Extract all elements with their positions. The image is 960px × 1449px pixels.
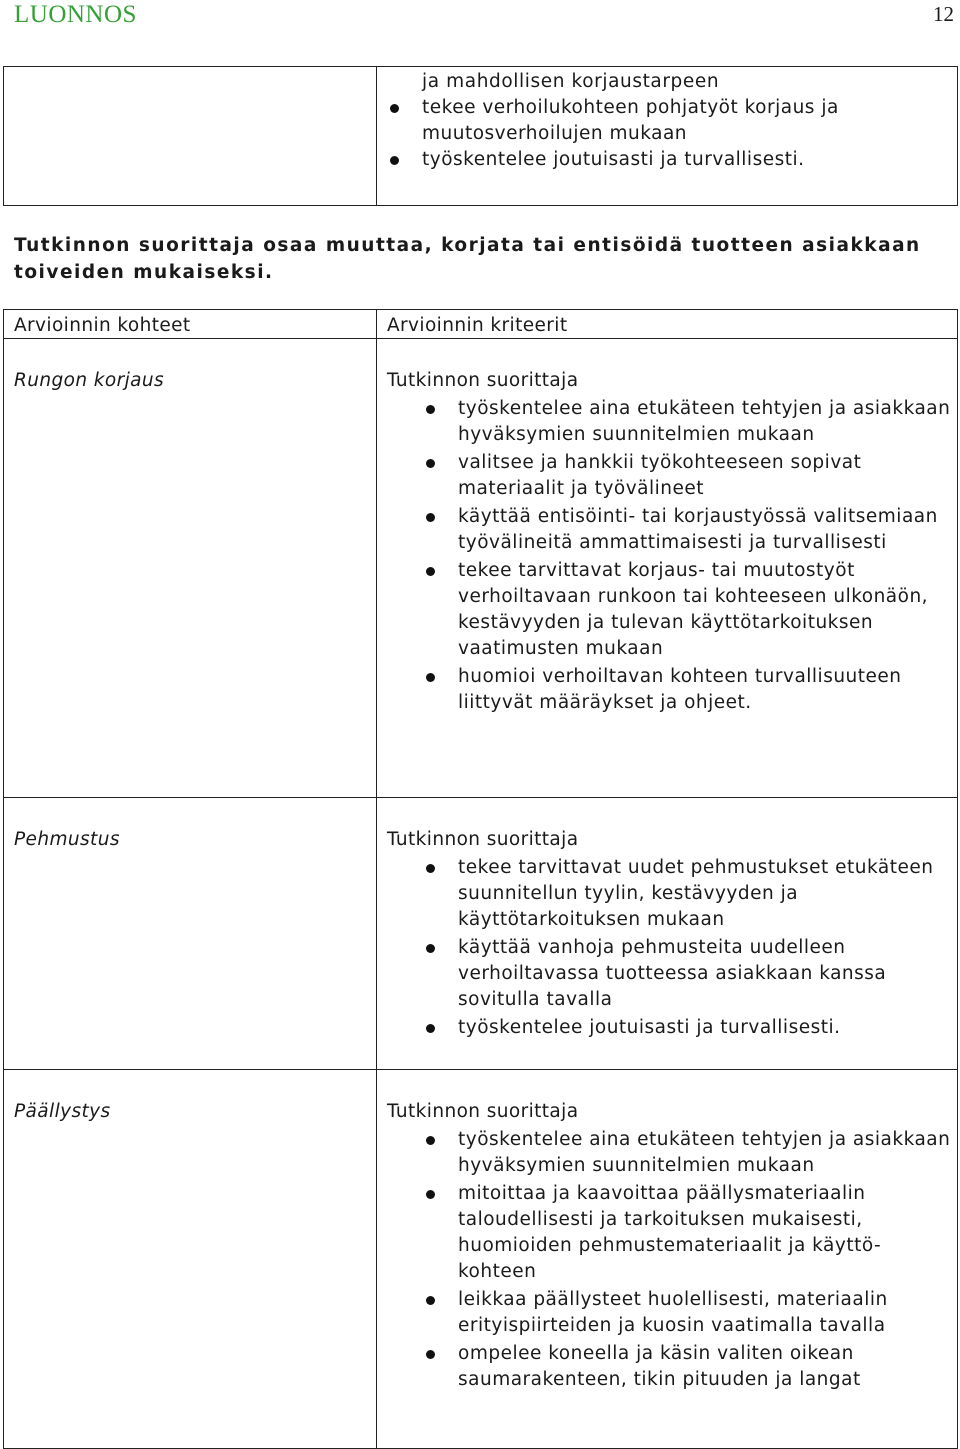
list-item: [458, 504, 952, 556]
bullet-icon: [426, 1024, 435, 1033]
bullet-icon: [426, 1136, 435, 1145]
bullet-icon: [426, 405, 435, 414]
list-item: [458, 450, 952, 502]
row-target-padding: Pehmustus: [14, 829, 120, 850]
bullet-icon: [426, 567, 435, 576]
row-criteria-padding: [387, 827, 952, 1043]
row-divider: [3, 797, 958, 798]
list-item: [422, 147, 952, 173]
row-divider: [3, 1069, 958, 1070]
list-item: [458, 1015, 952, 1041]
list-item-text: käyttää entisöinti- tai korjaustyössä valitsemiaan työvälineitä ammattimaisesti ja turvallisesti: [458, 506, 938, 553]
list-item-text: työskentelee joutuisasti ja turvallisesti.: [458, 1017, 841, 1038]
list-item-text: työskentelee joutuisasti ja turvallisesti.: [422, 149, 805, 170]
bullet-icon: [426, 1190, 435, 1199]
bullet-icon: [426, 459, 435, 468]
list-item-text: valitsee ja hankkii työkohteeseen sopivat materiaalit ja työvälineet: [458, 452, 862, 499]
bullet-icon: [390, 156, 399, 165]
continued-bullet-list: [422, 95, 952, 173]
page-number: 12: [933, 2, 954, 26]
list-item: [458, 1181, 952, 1285]
continued-table-divider: [376, 66, 377, 206]
list-item: [458, 855, 952, 933]
draft-label: LUONNOS: [14, 1, 137, 28]
continued-criteria: [422, 69, 952, 173]
column-header-criteria: Arvioinnin kriteerit: [387, 315, 568, 336]
row-target-frame-repair: Rungon korjaus: [14, 370, 165, 391]
row-target-upholstery: Päällystys: [14, 1101, 111, 1122]
criteria-bullet-list: [458, 1127, 952, 1393]
bullet-icon: [426, 1296, 435, 1305]
list-item: [458, 935, 952, 1013]
list-item-text: huomioi verhoiltavan kohteen turvallisuuteen liittyvät määräykset ja ohjeet.: [458, 666, 902, 713]
criteria-lead: Tutkinnon suorittaja: [387, 370, 579, 391]
column-header-targets: Arvioinnin kohteet: [14, 315, 191, 336]
list-item-text: leikkaa päällysteet huolellisesti, materiaalin erityispiirteiden ja kuosin vaatimalla tavalla: [458, 1289, 888, 1336]
bullet-icon: [390, 104, 399, 113]
bullet-icon: [426, 864, 435, 873]
list-item: [458, 1341, 952, 1393]
list-item: [422, 95, 952, 147]
criteria-bullet-list: [458, 396, 952, 716]
list-item: [458, 1127, 952, 1179]
row-criteria-frame-repair: [387, 368, 952, 718]
criteria-lead: Tutkinnon suorittaja: [387, 1101, 579, 1122]
criteria-bullet-list: [458, 855, 952, 1041]
list-item-text: ompelee koneella ja käsin valiten oikean saumarakenteen, tikin pituuden ja langat: [458, 1343, 861, 1390]
list-item: [458, 396, 952, 448]
list-item: [458, 664, 952, 716]
criteria-table-divider: [376, 309, 377, 1449]
list-item-text: tekee tarvittavat uudet pehmustukset etukäteen suunnitellun tyylin, kestävyyden ja käyttötarkoituksen mukaan: [458, 857, 934, 930]
list-item-text: työskentelee aina etukäteen tehtyjen ja asiakkaan hyväksymien suunnitelmien mukaan: [458, 398, 951, 445]
list-item-text: tekee tarvittavat korjaus- tai muutostyöt verhoiltavaan runkoon tai kohteeseen ulkonäön, kestävyyden ja tulevan käyttötarkoituksen vaatimusten mukaan: [458, 560, 929, 659]
list-item-text: käyttää vanhoja pehmusteita uudelleen verhoiltavassa tuotteessa asiakkaan kanssa sovitulla tavalla: [458, 937, 887, 1010]
list-item-text: tekee verhoilukohteen pohjatyöt korjaus ja muutosverhoilujen mukaan: [422, 97, 839, 144]
row-criteria-upholstery: [387, 1099, 952, 1395]
bullet-icon: [426, 1350, 435, 1359]
page-header: [0, 0, 960, 40]
list-item-text: työskentelee aina etukäteen tehtyjen ja asiakkaan hyväksymien suunnitelmien mukaan: [458, 1129, 951, 1176]
bullet-icon: [426, 673, 435, 682]
section-heading: Tutkinnon suorittaja osaa muuttaa, korjata tai entisöidä tuotteen asiakkaan toiveiden mukaiseksi.: [14, 235, 921, 283]
list-item-text: mitoittaa ja kaavoittaa päällysmateriaalin taloudellisesti ja tarkoituksen mukaisesti, huomioiden pehmustemateriaalit ja käyttö-kohteen: [458, 1183, 882, 1282]
continued-text: ja mahdollisen korjaustarpeen: [422, 71, 720, 92]
list-item: [458, 1287, 952, 1339]
bullet-icon: [426, 513, 435, 522]
criteria-lead: Tutkinnon suorittaja: [387, 829, 579, 850]
bullet-icon: [426, 944, 435, 953]
list-item: [458, 558, 952, 662]
